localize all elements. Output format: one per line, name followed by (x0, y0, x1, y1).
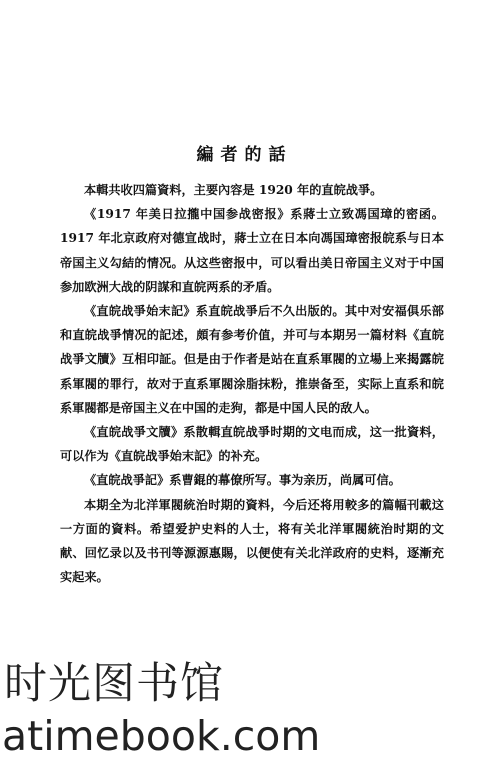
watermark-library-name: 时光图书馆 (4, 659, 224, 709)
watermark-url: atimebook.com (2, 712, 321, 760)
page-title: 編者的話 (196, 145, 293, 165)
paragraph-1: 本輯共收四篇資料，主要內容是 1920 年的直皖战爭。 (84, 183, 383, 197)
paragraph-2: 《1917 年美日拉攏中国参战密报》系蔣士立致馮国璋的密函。1917 年北京政府对德宣战时，蔣士立在日本向馮国璋密报皖系与日本帝国主义勾結的情况。从这些密报中，可以看出美日帝国主义对于中国参加欧洲大战的阴謀和直皖两系的矛盾。 (60, 207, 444, 294)
paragraph-3: 《直皖战爭始末記》系直皖战爭后不久出版的。其中对安福俱乐部和直皖战爭情况的記述，頗有参考价值，并可与本期另一篇材料《直皖战爭文牘》互相印証。但是由于作者是站在直系軍閥的立場上来揭露皖系軍閥的罪行，故对于直系軍閥涂脂抹粉，推崇备至，实际上直系和皖系軍閥都是帝国主义在中国的走狗，都是中国人民的敌人。 (60, 304, 444, 415)
paragraph-4: 《直皖战爭文牘》系散輯直皖战爭时期的文电而成，这一批資料，可以作为《直皖战爭始末記》的补充。 (60, 425, 444, 464)
paragraph-6: 本期全为北洋軍閥統治时期的資料，今后还将用較多的篇幅刊載这一方面的資料。希望爱护史料的人士，将有关北洋軍閥統治时期的文献、回忆录以及书刊等源源惠賜，以便使有关北洋政府的史料，逐漸充实起来。 (60, 497, 444, 585)
paragraph-5: 《直皖战爭記》系曹錕的幕僚所写。事为亲历，尚属可信。 (84, 473, 401, 488)
editor-note-body (60, 178, 444, 589)
